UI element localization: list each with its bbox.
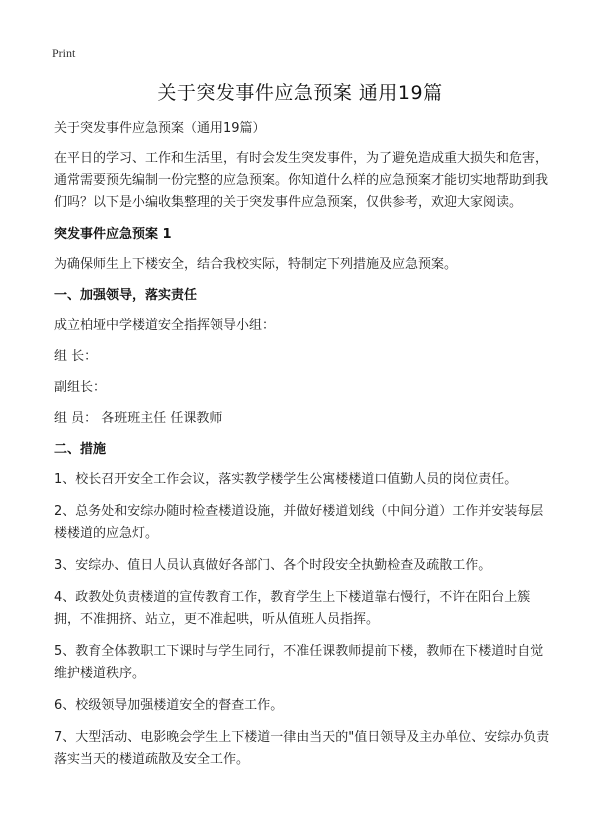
measure-item: 7、大型活动、电影晚会学生上下楼道一律由当天的"值日领导及主办单位、安综办负责落实当天的楼道疏散及安全工作。 — [54, 730, 550, 767]
measure-item: 2、总务处和安综办随时检查楼道设施，并做好楼道划线（中间分道）工作并安装每层楼楼道的应急灯。 — [54, 504, 544, 541]
purpose-paragraph: 为确保师生上下楼安全，结合我校实际，特制定下列措施及应急预案。 — [54, 257, 458, 272]
measure-item: 3、安综办、值日人员认真做好各部门、各个时段安全执勤检查及疏散工作。 — [54, 558, 492, 573]
intro-paragraph: 在平日的学习、工作和生活里，有时会发生突发事件，为了避免造成重大损失和危害，通常需要预先编制一份完整的应急预案。你知道什么样的应急预案才能切实地帮助到我们吗？以下是小编收集整理的关于突发事件应急预案，仅供参考，欢迎大家阅读。 — [54, 151, 549, 210]
document-body — [54, 118, 552, 781]
part2-heading: 二、措施 — [54, 442, 107, 457]
measure-item: 6、校级领导加强楼道安全的督查工作。 — [54, 698, 284, 713]
print-link[interactable]: Print — [52, 46, 76, 60]
part1-heading: 一、加强领导，落实责任 — [54, 288, 198, 303]
measure-item: 1、校长召开安全工作会议，落实教学楼学生公寓楼楼道口值勤人员的岗位责任。 — [54, 472, 518, 487]
measure-item: 4、政教处负责楼道的宣传教育工作，教育学生上下楼道靠右慢行，不许在阳台上簇拥，不准拥挤、站立，更不准起哄，听从值班人员指挥。 — [54, 590, 531, 627]
section-heading: 突发事件应急预案 1 — [54, 227, 172, 242]
document-subtitle: 关于突发事件应急预案（通用19篇） — [54, 121, 266, 136]
deputy-leader-line: 副组长： — [54, 380, 107, 395]
group-members-line: 组 员： 各班班主任 任课教师 — [54, 411, 223, 426]
measure-item: 5、教育全体教职工下课时与学生同行，不准任课教师提前下楼，教师在下楼道时自觉维护楼道秩序。 — [54, 644, 544, 681]
page-title: 关于突发事件应急预案 通用19篇 — [157, 82, 443, 104]
group-leader-line: 组 长： — [54, 349, 98, 364]
leadership-group-line: 成立柏垭中学楼道安全指挥领导小组： — [54, 318, 276, 333]
